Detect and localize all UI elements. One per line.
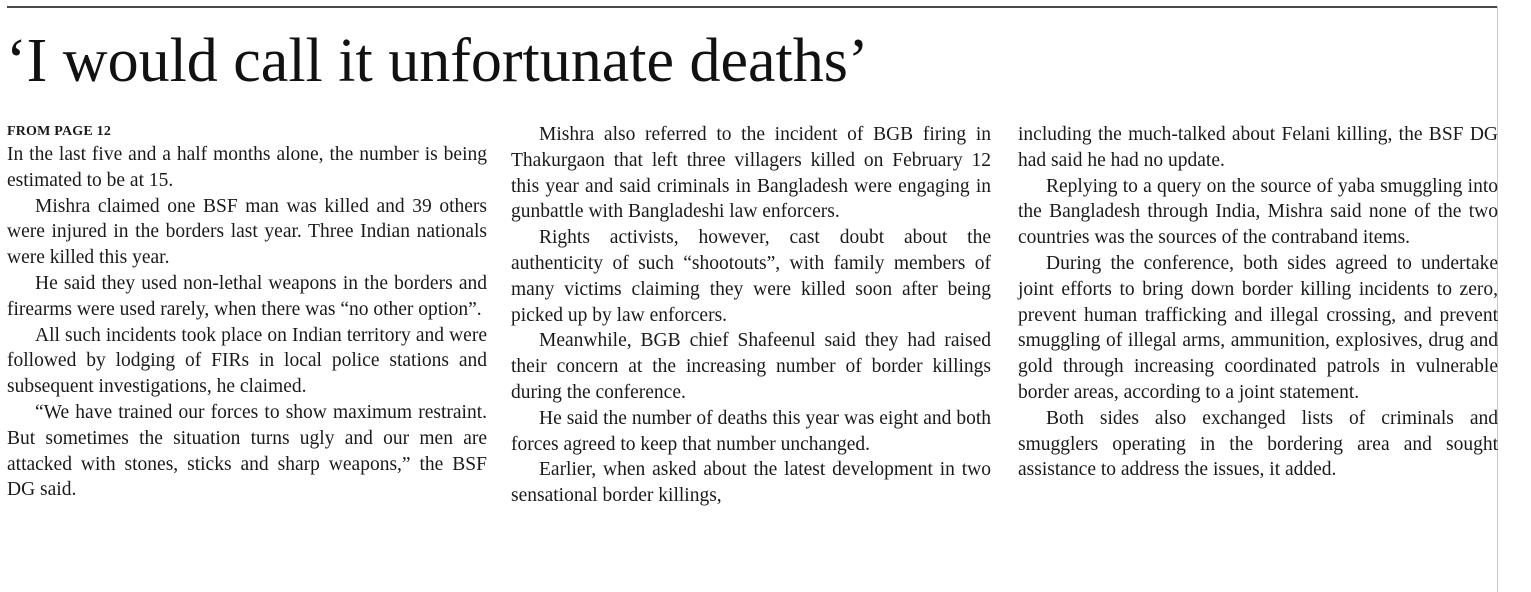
paragraph: including the much-talked about Felani killing, the BSF DG had said he had no update.	[1018, 124, 1498, 171]
paragraph: He said they used non-lethal weapons in the borders and firearms were used rarely, when there was “no other option”.	[7, 272, 487, 320]
paragraph: Mishra claimed one BSF man was killed and 39 others were injured in the borders last year. Three Indian nationals were killed this year.	[7, 195, 487, 269]
article-column-3	[1018, 122, 1498, 483]
continuation-kicker: FROM PAGE 12	[7, 124, 112, 139]
article-column-1	[7, 122, 487, 503]
paragraph: During the conference, both sides agreed to undertake joint efforts to bring down border killing incidents to zero, prevent human trafficking and illegal crossing, and prevent smuggling of illegal arms, ammunition, explosives, drug and gold through increasing coordinated patrols in vulnerable border areas, according to a joint statement.	[1018, 252, 1498, 403]
paragraph: Mishra also referred to the incident of BGB firing in Thakurgaon that left three villagers killed on February 12 this year and said criminals in Bangladesh were engaging in gunbattle with Bangladeshi law enforcers.	[511, 124, 991, 223]
paragraph: Earlier, when asked about the latest development in two sensational border killings,	[511, 459, 991, 507]
top-rule	[7, 6, 1497, 8]
paragraph: Replying to a query on the source of yaba smuggling into the Bangladesh through India, Mishra said none of the two countries was the sources of the contraband items.	[1018, 175, 1498, 249]
paragraph: Rights activists, however, cast doubt about the authenticity of such “shootouts”, with family members of many victims claiming they were killed soon after being picked up by law enforcers.	[511, 227, 991, 326]
paragraph: In the last five and a half months alone, the number is being estimated to be at 15.	[7, 144, 487, 191]
paragraph: Both sides also exchanged lists of criminals and smugglers operating in the bordering area and sought assistance to address the issues, it added.	[1018, 407, 1498, 481]
article-headline: ‘I would call it unfortunate deaths’	[6, 27, 869, 95]
paragraph: “We have trained our forces to show maximum restraint. But sometimes the situation turns ugly and our men are attacked with stones, sticks and sharp weapons,” the BSF DG said.	[7, 401, 487, 501]
article-column-2	[511, 122, 991, 509]
paragraph: All such incidents took place on Indian territory and were followed by lodging of FIRs in local police stations and subsequent investigations, he claimed.	[7, 324, 487, 398]
paragraph: Meanwhile, BGB chief Shafeenul said they had raised their concern at the increasing number of border killings during the conference.	[511, 330, 991, 403]
paragraph: He said the number of deaths this year was eight and both forces agreed to keep that number unchanged.	[511, 407, 991, 455]
